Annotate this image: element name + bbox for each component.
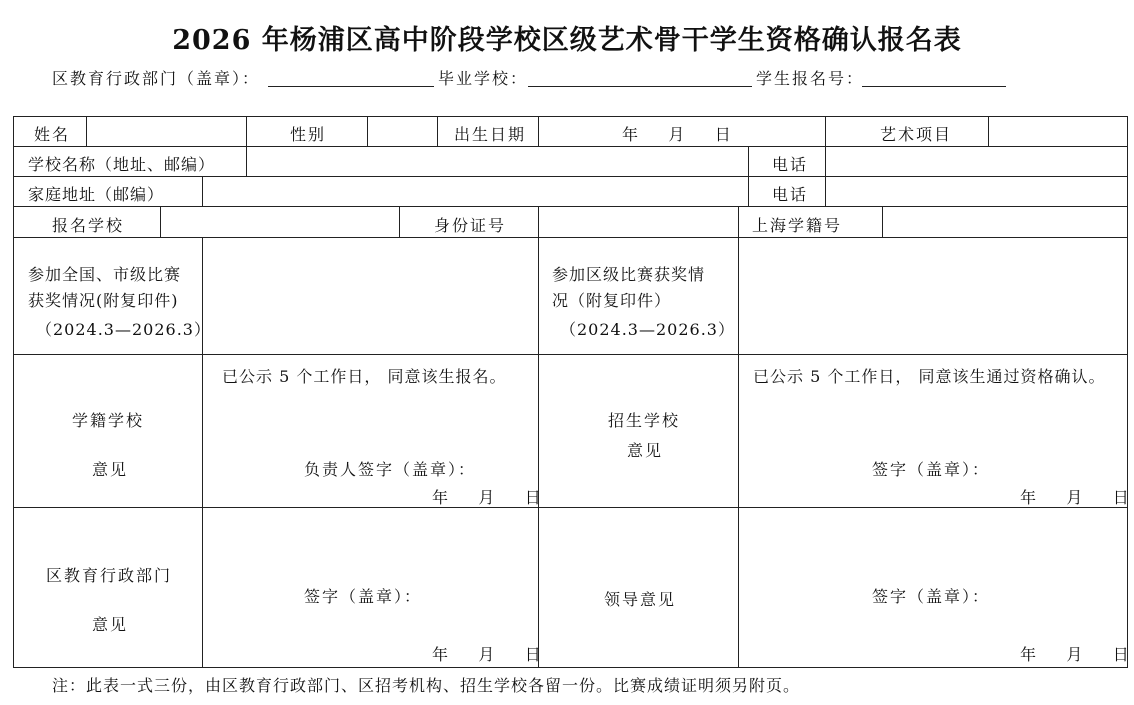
admission-date: 年 月 日: [1020, 488, 1131, 507]
leader-opinion-label: 领导意见: [604, 590, 677, 609]
table-border-bottom: [13, 667, 1128, 668]
district-awards-label-2: 况（附复印件）: [552, 291, 672, 310]
row-divider: [13, 354, 1128, 355]
cell-divider: [246, 116, 247, 146]
birth-date-field[interactable]: 年 月 日: [622, 125, 733, 144]
art-item-field[interactable]: [989, 117, 1126, 145]
cell-divider: [437, 116, 438, 146]
cell-divider: [748, 146, 749, 176]
district-dept-date: 年 月 日: [432, 645, 543, 664]
birth-date-label: 出生日期: [454, 125, 527, 144]
district-awards-period: （2024.3—2026.3）: [560, 320, 735, 339]
leader-date: 年 月 日: [1020, 645, 1131, 664]
id-number-field[interactable]: [539, 207, 737, 236]
registry-school-label: 学籍学校: [72, 411, 145, 430]
footnote: 注：此表一式三份，由区教育行政部门、区招考机构、招生学校各留一份。比赛成绩证明须另附页。: [52, 676, 801, 695]
national-awards-label-1: 参加全国、市级比赛: [28, 265, 182, 284]
district-dept-label: 区教育行政部门: [46, 566, 173, 585]
registration-number-label: 学生报名号：: [756, 69, 865, 88]
school-name-label: 学校名称（地址、邮编）: [28, 155, 216, 174]
district-stamp-label: 区教育行政部门（盖章）：: [52, 69, 261, 88]
apply-school-field[interactable]: [161, 207, 398, 236]
admission-school-label: 招生学校: [608, 411, 681, 430]
registry-signature-label: 负责人签字（盖章）：: [304, 460, 477, 479]
name-label: 姓名: [34, 125, 71, 144]
shanghai-registry-label: 上海学籍号: [752, 216, 843, 235]
name-field[interactable]: [87, 117, 245, 145]
cell-divider: [748, 176, 749, 206]
home-address-label: 家庭地址（邮编）: [28, 185, 165, 204]
district-dept-signature-label: 签字（盖章）：: [304, 587, 423, 606]
cell-divider: [399, 206, 400, 237]
art-item-label: 艺术项目: [880, 125, 953, 144]
graduation-school-field[interactable]: [528, 86, 752, 87]
page-title: 2026 年杨浦区高中阶段学校区级艺术骨干学生资格确认报名表: [172, 25, 962, 56]
admission-school-opinion-label: 意见: [627, 441, 664, 460]
school-phone-label: 电话: [772, 155, 809, 174]
table-border-left: [13, 116, 14, 668]
home-phone-label: 电话: [772, 185, 809, 204]
cell-divider: [825, 116, 826, 146]
gender-field[interactable]: [368, 117, 436, 145]
cell-divider: [738, 206, 739, 237]
national-awards-label-2: 获奖情况(附复印件): [28, 291, 179, 310]
graduation-school-label: 毕业学校：: [438, 69, 529, 88]
district-awards-field[interactable]: [739, 238, 1126, 353]
id-number-label: 身份证号: [434, 216, 507, 235]
row-divider: [13, 507, 1128, 508]
registry-publicity-text: 已公示 5 个工作日， 同意该生报名。: [222, 367, 507, 386]
gender-label: 性别: [290, 125, 327, 144]
school-phone-field[interactable]: [826, 147, 1126, 175]
cell-divider: [538, 237, 539, 667]
admission-publicity-text: 已公示 5 个工作日， 同意该生通过资格确认。: [753, 367, 1106, 386]
school-name-field[interactable]: [247, 147, 747, 175]
home-phone-field[interactable]: [826, 177, 1126, 205]
national-awards-period: （2024.3—2026.3）: [36, 320, 211, 339]
district-stamp-field[interactable]: [268, 86, 434, 87]
national-awards-field[interactable]: [203, 238, 537, 353]
cell-divider: [538, 116, 539, 146]
home-address-field[interactable]: [203, 177, 747, 205]
table-border-right: [1127, 116, 1128, 668]
district-awards-label-1: 参加区级比赛获奖情: [552, 265, 706, 284]
leader-signature-label: 签字（盖章）：: [872, 587, 991, 606]
registry-date: 年 月 日: [432, 488, 543, 507]
district-dept-opinion-label: 意见: [92, 615, 129, 634]
shanghai-registry-field[interactable]: [883, 207, 1126, 236]
registration-number-field[interactable]: [862, 86, 1006, 87]
registry-school-opinion-label: 意见: [92, 460, 129, 479]
admission-signature-label: 签字（盖章）：: [872, 460, 991, 479]
apply-school-label: 报名学校: [52, 216, 125, 235]
